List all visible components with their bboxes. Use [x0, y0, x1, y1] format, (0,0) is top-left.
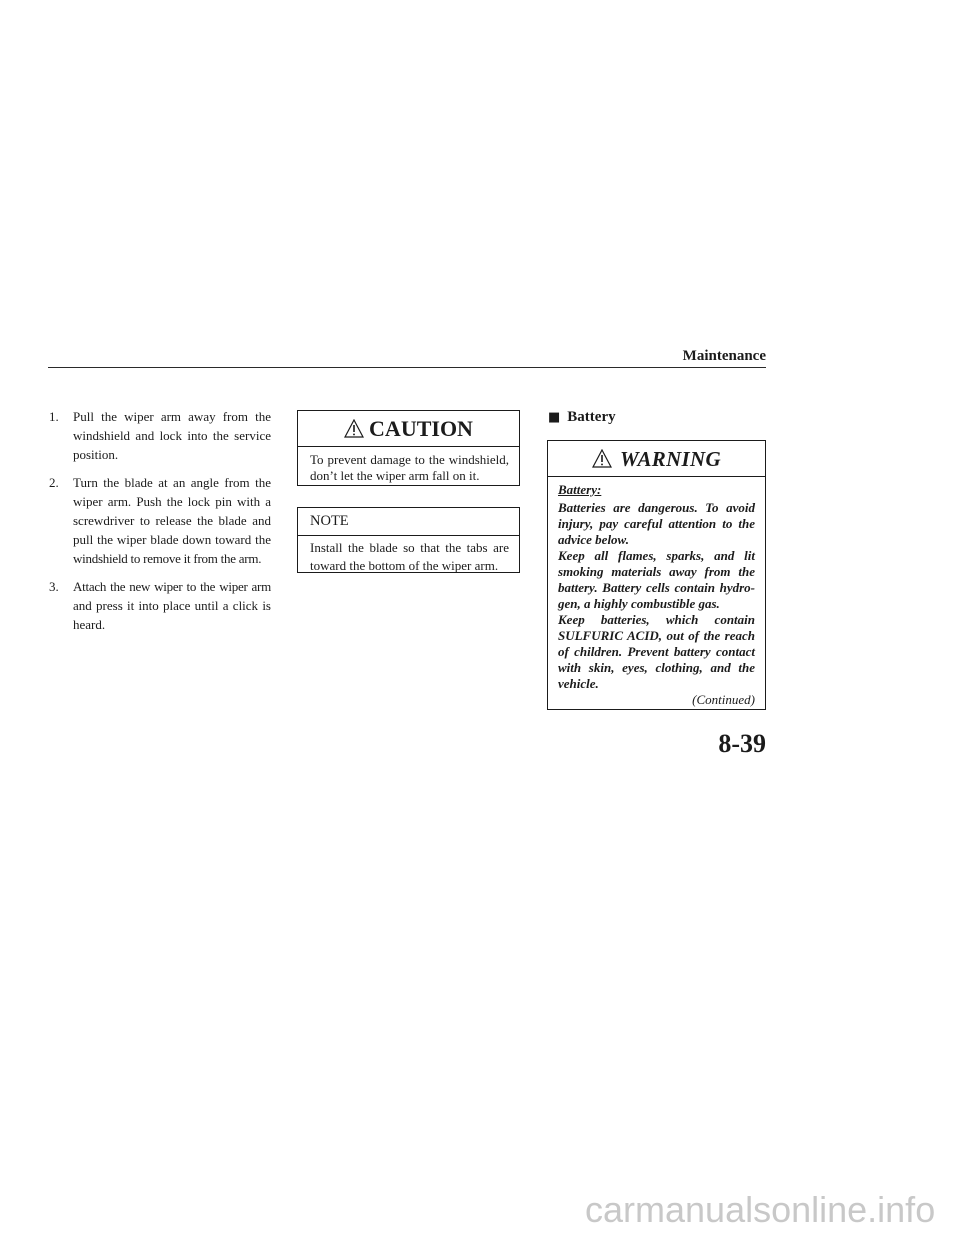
page-number: 8-39	[718, 729, 766, 758]
battery-section-heading	[548, 408, 616, 427]
warning-text-line: with skin, eyes, clothing, and the	[558, 660, 755, 675]
step-text-line: windshield and lock into the service	[73, 428, 271, 443]
step-text-line: position.	[73, 447, 119, 462]
warning-text-line: gen, a highly combustible gas.	[558, 596, 720, 611]
step-text-line: Attach the new wiper to the wiper arm	[73, 579, 271, 594]
note-text-line: toward the bottom of the wiper arm.	[310, 558, 499, 573]
section-title: Maintenance	[682, 348, 766, 364]
warning-triangle-icon	[592, 449, 612, 468]
warning-text-line: Batteries are dangerous. To avoid	[558, 500, 755, 515]
square-bullet-icon: ■	[548, 410, 561, 425]
step-text-line: wiper arm. Push the lock pin with a	[73, 494, 271, 509]
warning-paragraph	[558, 500, 755, 548]
step-number: 1.	[49, 409, 59, 424]
warning-paragraph	[558, 612, 755, 692]
warning-body	[548, 477, 765, 708]
step-text-line: screwdriver to release the blade and	[73, 513, 271, 528]
warning-text-line: Keep batteries, which contain	[558, 612, 755, 627]
note-box	[297, 507, 520, 573]
step-item	[49, 407, 271, 464]
step-number: 2.	[49, 475, 59, 490]
step-item	[49, 577, 271, 634]
warning-text-line: Keep all flames, sparks, and lit	[558, 548, 755, 563]
warning-subtitle: Battery:	[558, 482, 602, 497]
step-text-line: Turn the blade at an angle from the	[73, 475, 271, 490]
warning-text-line: battery. Battery cells contain hydro-	[558, 580, 755, 595]
warning-text-line: of children. Prevent battery contact	[558, 644, 755, 659]
caution-header	[298, 411, 519, 447]
step-text-line: windshield to remove it from the arm.	[73, 551, 262, 566]
caution-box	[297, 410, 520, 486]
step-text-line: pull the wiper blade down toward the	[73, 532, 271, 547]
step-text-line: and press it into place until a click is	[73, 598, 271, 613]
warning-header	[548, 441, 765, 477]
continued-label: (Continued)	[692, 692, 755, 707]
header-divider	[48, 367, 766, 368]
warning-text-line: advice below.	[558, 532, 629, 547]
step-text-line: Pull the wiper arm away from the	[73, 409, 271, 424]
watermark: carmanualsonline.info	[585, 1189, 936, 1230]
step-item	[49, 473, 271, 568]
warning-box	[547, 440, 766, 710]
caution-text-line: To prevent damage to the windshield,	[310, 452, 509, 467]
warning-triangle-icon	[344, 419, 364, 438]
note-title: NOTE	[298, 508, 519, 536]
caution-body	[298, 447, 519, 484]
step-number: 3.	[49, 579, 59, 594]
note-body	[298, 536, 519, 575]
note-text-line: Install the blade so that the tabs are	[310, 540, 509, 555]
warning-text-line: injury, pay careful attention to the	[558, 516, 755, 531]
warning-text-line: smoking materials away from the	[558, 564, 755, 579]
caution-text-line: don’t let the wiper arm fall on it.	[310, 468, 480, 483]
battery-heading-text: Battery	[567, 409, 616, 425]
warning-text-line: vehicle.	[558, 676, 599, 691]
step-text-line: heard.	[73, 617, 106, 632]
caution-title: CAUTION	[369, 415, 473, 441]
warning-paragraph	[558, 548, 755, 612]
warning-text-line: SULFURIC ACID, out of the reach	[558, 628, 755, 643]
warning-title: WARNING	[620, 446, 721, 471]
wiper-replacement-steps	[49, 407, 271, 634]
